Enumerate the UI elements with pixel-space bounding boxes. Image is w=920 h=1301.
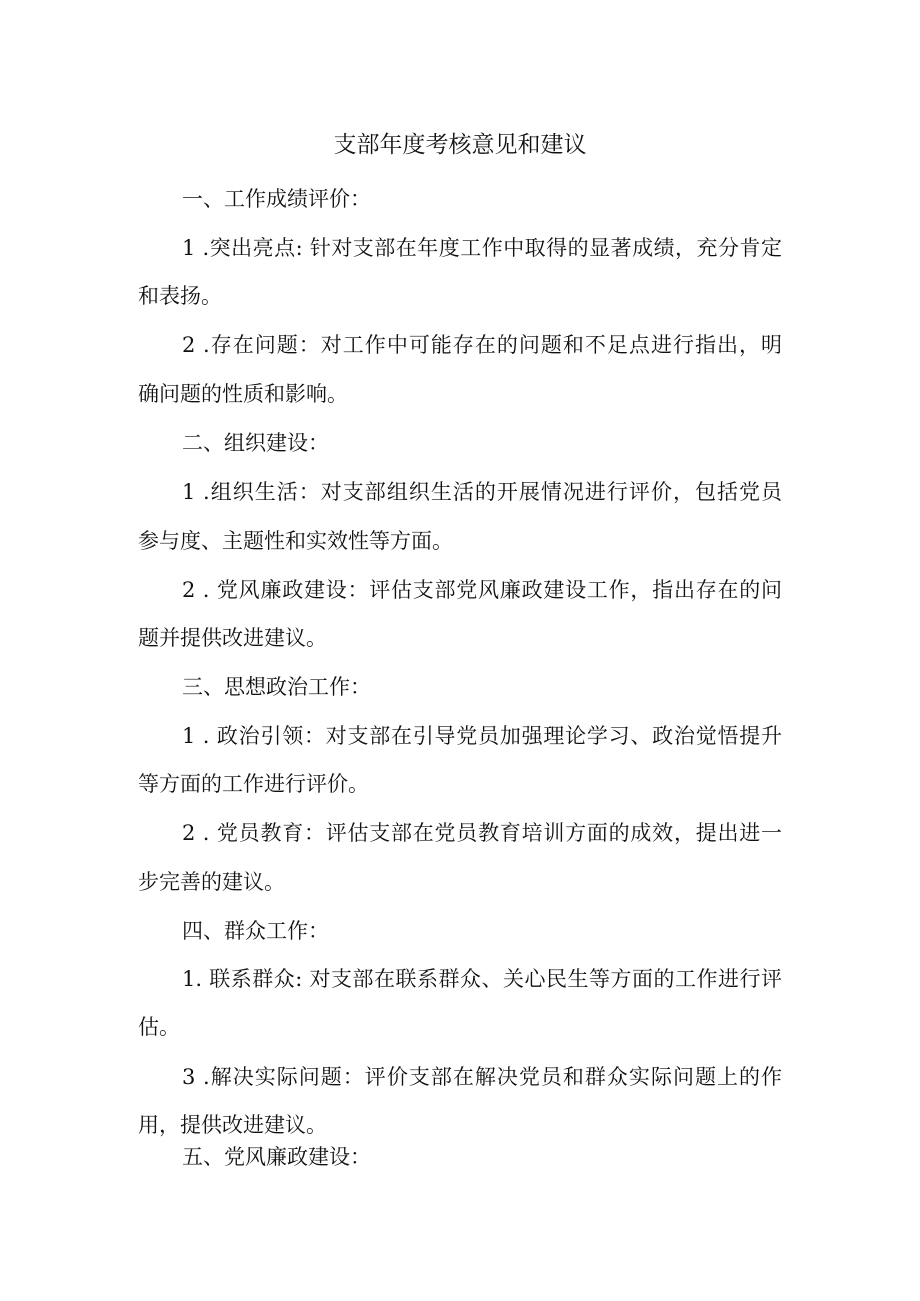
paragraph-line: 1. 联系群众: 对支部在联系群众、关心民生等方面的工作进行评	[182, 967, 782, 991]
paragraph-line: 2 .存在问题：对工作中可能存在的问题和不足点进行指出，明	[182, 333, 782, 357]
paragraph-line: 步完善的建议。	[138, 870, 285, 894]
paragraph-line: 2 . 党风廉政建设：评估支部党风廉政建设工作，指出存在的问	[182, 578, 782, 602]
paragraph-line: 确问题的性质和影响。	[138, 382, 348, 406]
section-heading-4: 四、群众工作：	[182, 919, 329, 943]
paragraph-line: 2 . 党员教育：评估支部在党员教育培训方面的成效，提出进一	[182, 821, 782, 845]
paragraph-line: 题并提供改进建议。	[138, 626, 327, 650]
paragraph-line: 1 .突出亮点: 针对支部在年度工作中取得的显著成绩，充分肯定	[182, 236, 782, 260]
paragraph-line: 参与度、主题性和实效性等方面。	[138, 529, 453, 553]
paragraph-line: 估。	[138, 1015, 180, 1039]
paragraph-line: 和表扬。	[138, 284, 222, 308]
paragraph-line: 用，提供改进建议。	[138, 1113, 327, 1137]
paragraph-line: 1 . 政治引领：对支部在引导党员加强理论学习、政治觉悟提升	[182, 724, 782, 748]
paragraph-line: 等方面的工作进行评价。	[138, 772, 369, 796]
section-heading-1: 一、工作成绩评价：	[182, 187, 371, 211]
section-heading-3: 三、思想政治工作：	[182, 675, 371, 699]
section-heading-5: 五、党风廉政建设：	[182, 1145, 371, 1169]
document-title: 支部年度考核意见和建议	[333, 132, 587, 158]
section-heading-2: 二、组织建设：	[182, 431, 329, 455]
paragraph-line: 1 .组织生活：对支部组织生活的开展情况进行评价，包括党员	[182, 480, 782, 504]
paragraph-line: 3 .解决实际问题：评价支部在解决党员和群众实际问题上的作	[182, 1065, 782, 1089]
